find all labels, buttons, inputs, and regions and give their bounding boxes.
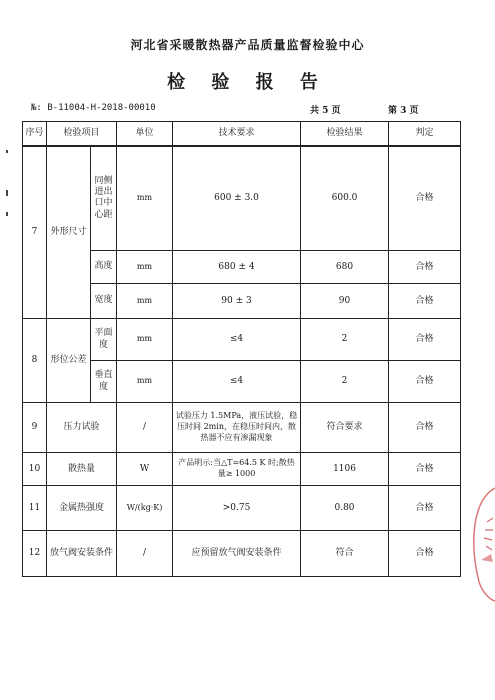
table-row xyxy=(23,403,461,453)
judgment-cell: 合格 xyxy=(389,403,461,453)
sub-item-name: 高度 xyxy=(91,251,117,284)
requirement-cell: 试验压力 1.5MPa，液压试验，稳压时间 2min，在稳压时间内，散热器不应有渗漏现象 xyxy=(173,403,301,453)
header-judgment: 判定 xyxy=(389,122,461,146)
requirement-cell: 90 ± 3 xyxy=(173,284,301,319)
unit-cell: / xyxy=(117,531,173,577)
judgment-cell: 合格 xyxy=(389,531,461,577)
unit-cell: mm xyxy=(117,146,173,251)
unit-cell: / xyxy=(117,403,173,453)
table-row xyxy=(23,319,461,361)
requirement-cell: >0.75 xyxy=(173,486,301,531)
report-number: №: B-11004-H-2018-00010 xyxy=(31,103,156,113)
unit-cell: mm xyxy=(117,251,173,284)
unit-cell: W/(kg·K) xyxy=(117,486,173,531)
row-item: 金属热强度 xyxy=(47,486,117,531)
row-item: 外形尺寸 xyxy=(47,146,91,319)
result-cell: 90 xyxy=(301,284,389,319)
judgment-cell: 合格 xyxy=(389,146,461,251)
row-item: 压力试验 xyxy=(47,403,117,453)
requirement-cell: 600 ± 3.0 xyxy=(173,146,301,251)
requirement-cell: 产品明示:当△T=64.5 K 时;散热量≥ 1000 xyxy=(173,453,301,486)
row-seq: 8 xyxy=(23,319,47,403)
header-item: 检验项目 xyxy=(47,122,117,146)
inspection-table xyxy=(22,121,461,577)
header-result: 检验结果 xyxy=(301,122,389,146)
table-row xyxy=(23,486,461,531)
result-cell: 2 xyxy=(301,361,389,403)
table-header-row xyxy=(23,122,461,146)
table-row xyxy=(23,453,461,486)
judgment-cell: 合格 xyxy=(389,453,461,486)
requirement-cell: 680 ± 4 xyxy=(173,251,301,284)
result-cell: 1106 xyxy=(301,453,389,486)
result-cell: 600.0 xyxy=(301,146,389,251)
total-pages: 共 5 页 xyxy=(310,106,341,116)
sub-item-name: 宽度 xyxy=(91,284,117,319)
requirement-cell: ≤4 xyxy=(173,319,301,361)
result-cell: 2 xyxy=(301,319,389,361)
judgment-cell: 合格 xyxy=(389,486,461,531)
result-cell: 符合 xyxy=(301,531,389,577)
organization-name: 河北省采暖散热器产品质量监督检验中心 xyxy=(130,38,365,52)
unit-cell: mm xyxy=(117,361,173,403)
sub-item-name: 平面度 xyxy=(91,319,117,361)
sub-item-name: 垂直度 xyxy=(91,361,117,403)
header-seq: 序号 xyxy=(23,122,47,146)
unit-cell: mm xyxy=(117,284,173,319)
judgment-cell: 合格 xyxy=(389,361,461,403)
unit-cell: W xyxy=(117,453,173,486)
row-seq: 7 xyxy=(23,146,47,319)
scan-mark xyxy=(6,150,8,153)
unit-cell: mm xyxy=(117,319,173,361)
result-cell: 0.80 xyxy=(301,486,389,531)
judgment-cell: 合格 xyxy=(389,319,461,361)
result-cell: 符合要求 xyxy=(301,403,389,453)
red-seal-stamp-partial xyxy=(465,482,495,602)
row-seq: 12 xyxy=(23,531,47,577)
table-row xyxy=(23,531,461,577)
scan-mark xyxy=(6,190,8,196)
header-unit: 单位 xyxy=(117,122,173,146)
row-item: 形位公差 xyxy=(47,319,91,403)
result-cell: 680 xyxy=(301,251,389,284)
row-seq: 11 xyxy=(23,486,47,531)
row-item: 放气阀安装条件 xyxy=(47,531,117,577)
row-seq: 9 xyxy=(23,403,47,453)
page-number: 第 3 页 xyxy=(388,106,419,116)
judgment-cell: 合格 xyxy=(389,284,461,319)
row-item: 散热量 xyxy=(47,453,117,486)
header-requirement: 技术要求 xyxy=(173,122,301,146)
table-row xyxy=(23,146,461,251)
scan-mark xyxy=(6,212,8,216)
report-title: 检 验 报 告 xyxy=(167,72,328,93)
requirement-cell: 应预留放气阀安装条件 xyxy=(173,531,301,577)
requirement-cell: ≤4 xyxy=(173,361,301,403)
sub-item-name: 同侧进出口中心距 xyxy=(91,146,117,251)
row-seq: 10 xyxy=(23,453,47,486)
judgment-cell: 合格 xyxy=(389,251,461,284)
